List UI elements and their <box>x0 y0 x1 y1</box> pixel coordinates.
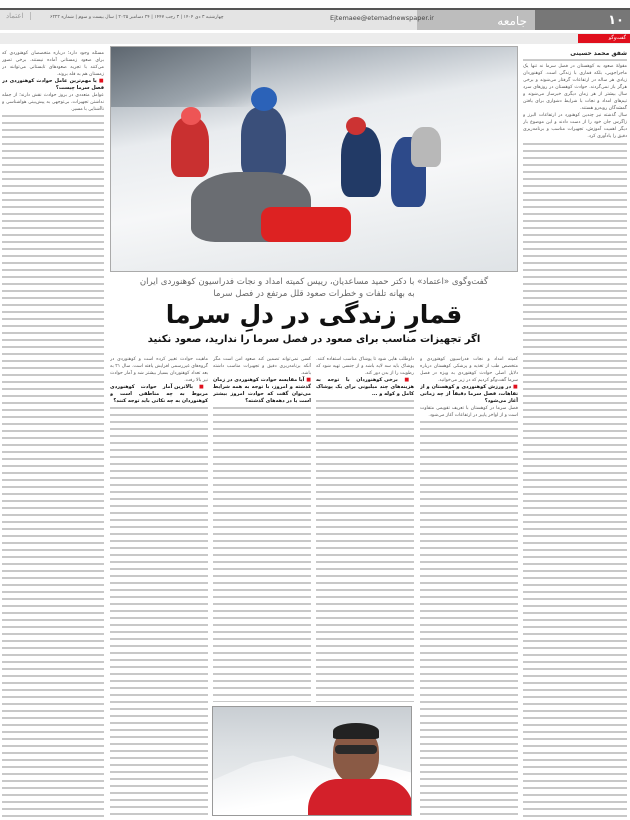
left-column <box>2 50 104 820</box>
paragraph: کسی نمی‌تواند تضمین کند صعود امن است مگر آنکه برنامه‌ریزی دقیق و تجهیزات مناسب داشته باشد. <box>213 357 311 376</box>
article-kicker <box>110 276 518 300</box>
interview-question: ■ یا مهم‌ترین عامل حوادث کوهنوردی در فصل سرما چیست؟ <box>2 78 104 92</box>
article-column <box>213 356 311 702</box>
author-name: شفق محمد حسینی <box>523 50 627 60</box>
paragraph: داوطلب هایی شود تا پوشاک مناسب استفاده کنند. پوشاک باید سه لایه باشد و از جنسی تهیه شود که رطوبت را از بدن دور کند. <box>316 357 414 376</box>
paragraph: عوامل متعددی در بروز حوادث نقش دارند؛ از جمله نداشتن تجهیزات، بی‌توجهی به پیش‌بینی هواشناسی و ناآشنایی با مسیر. <box>2 93 104 112</box>
subheadline: اگر تجهیزات مناسب برای صعود در فصل سرما را ندارید، صعود نکنید <box>147 334 481 345</box>
paragraph: مسئله وجود دارد؛ درباره متخصصان کوهنوردی که برای صعود زمستانی آماده نیستند. برخی تصور می‌کنند با تجربه صعودهای تابستانی می‌توانند در زمستان هم به قله بروند. <box>2 51 104 77</box>
email-address[interactable]: Ejtemaee@etemadnewspaper.ir <box>330 14 434 22</box>
date-line: چهارشنبه ۳ دی ۱۴۰۴ | ۳ رجب ۱۴۴۷ | ۲۴ دسامبر ۲۰۲۵ | سال بیست و سوم | شماره ۶۲۲۲ <box>50 15 224 20</box>
newspaper-logo: اعتماد <box>6 12 31 20</box>
page-number: ۱۰ <box>535 8 630 30</box>
subheader-bar <box>0 33 630 44</box>
kicker-line: به بهانه تلفات و خطرات صعود قلل مرتفع در فصل سرما <box>213 289 415 299</box>
climbers-photo <box>110 46 518 272</box>
article-column <box>110 356 208 820</box>
section-title: جامعه <box>417 8 535 30</box>
interview-question: ■ آیا مقایسه حوادث کوهنوردی در زمان گذشته و امروز، با توجه به همه شرایط می‌توان گفت که حوادث امروز بیشتر است یا در دهه‌های گذشته؟ <box>213 377 311 405</box>
kicker-line: گفت‌وگوی «اعتماد» با دکتر حمید مساعدیان، رییس کمیته امداد و نجات فدراسیون کوهنوردی ایران <box>139 277 489 287</box>
headline: قمارِ زندگی در دلِ سرما <box>165 300 463 329</box>
article-column <box>420 356 518 820</box>
article-column <box>316 356 414 702</box>
section-tag: گفت‌وگو <box>578 34 630 43</box>
interview-question: ■ بالاترین آمار حوادث کوهنوردی مربوط به چه مناطقی است و کوهنوردان به چه نکاتی باید توجه کنند؟ <box>110 384 208 405</box>
paragraph: ماهیت حوادث تغییر کرده است و کوهنوردی در گروه‌های غیررسمی افزایش یافته است. سال ۲۱ به بعد تعداد کوهنوردان بسیار بیشتر شد و آمار حوادث نیز بالا رفت. <box>110 357 208 383</box>
interview-question: ■ برخی کوهنوردان با توجه به هزینه‌های چند میلیونی برای یک پوشاک کامل و کوله و ... <box>316 377 414 398</box>
right-column <box>523 50 627 820</box>
lead-paragraph: کمیته امداد و نجات فدراسیون کوهنوردی و متخصص طب از تغذیه و پزشکی کوهستان درباره دلایل اصلی حوادث کوهنوردی به ویژه در فصل سرما گفت‌وگو کردیم که در زیر می‌خوانید. <box>420 357 518 383</box>
paragraph: سال گذشته نیز چندین کوهنورد در ارتفاعات البرز و زاگرس جان خود را از دست دادند و این موضوع بار دیگر اهمیت آموزش، تجهیزات مناسب و برنامه‌ریزی دقیق را یادآوری کرد. <box>523 113 627 139</box>
interview-question: ■ در ورزش کوهنوردی و کوهستان و از تفاهات، فصل سرما دقیقاً از چه زمانی آغاز می‌شود؟ <box>420 384 518 405</box>
paragraph: مقولهٔ صعود به کوهستان در فصل سرما نه تنها یک ماجراجویی، بلکه قماری با زندگی است. کوهنوردان زیادی هر ساله در ارتفاعات گرفتار می‌شوند و برخی هرگز باز نمی‌گردند. حوادث کوهستان در روزهای سرد سال بیشتر از هر زمان دیگری خبرساز می‌شوند و تیم‌های امداد و نجات با شرایط دشواری برای یافتن گمشدگان روبه‌رو هستند. <box>523 64 627 111</box>
interviewee-portrait-photo <box>212 706 412 816</box>
paragraph: فصل سرما در کوهستان با تعریف تقویمی متفاوت است و از اواخر پاییز در ارتفاعات آغاز می‌شود. <box>420 406 518 418</box>
